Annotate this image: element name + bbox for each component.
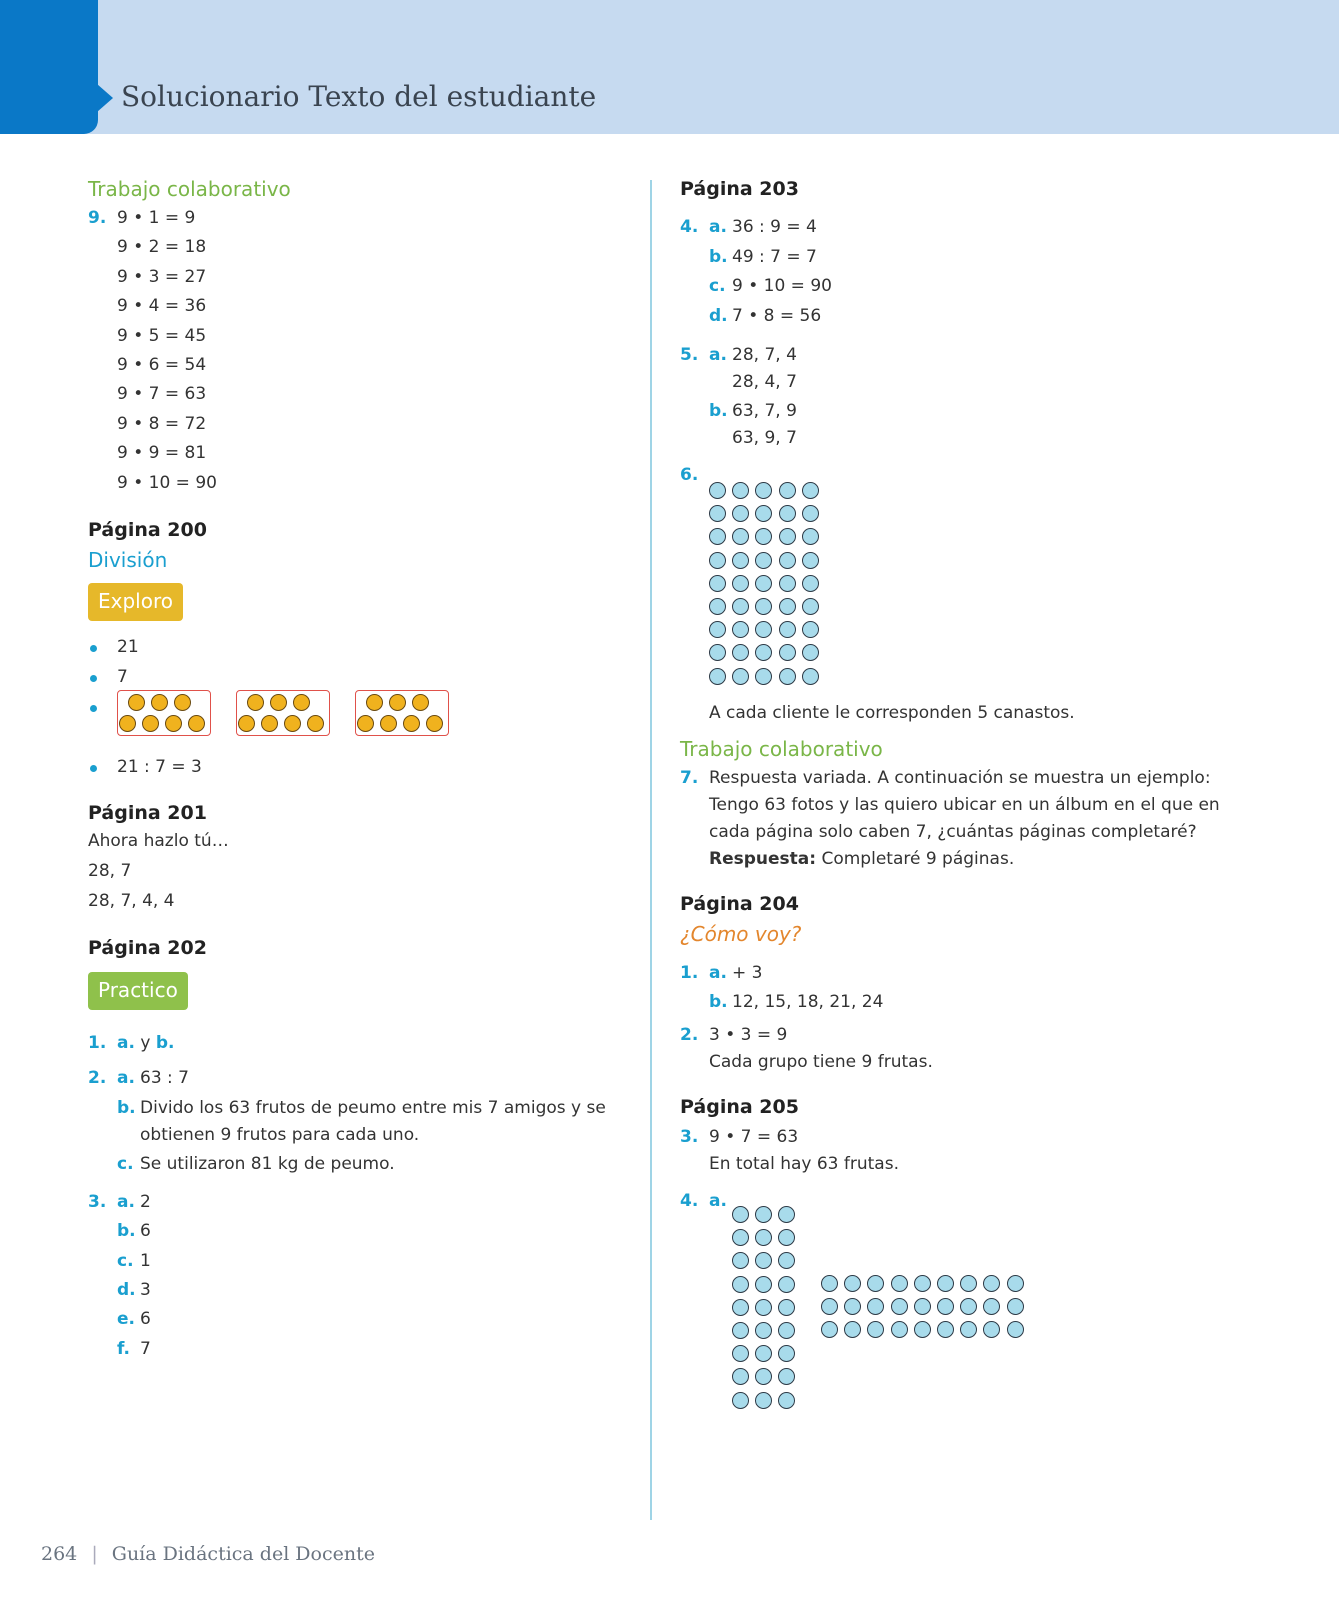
header-tab xyxy=(0,0,98,134)
circle-icon xyxy=(709,644,726,661)
circle-icon xyxy=(779,668,796,685)
answer-value: 6 xyxy=(140,1309,151,1330)
circle-icon xyxy=(709,598,726,615)
circle-icon xyxy=(1007,1275,1024,1292)
fruit-group xyxy=(355,690,449,736)
circle-icon xyxy=(802,505,819,522)
sub-label: b. xyxy=(709,992,728,1012)
answer-value: 9 • 10 = 90 xyxy=(732,276,832,296)
list-item: 21 : 7 = 3 xyxy=(117,757,202,777)
multiplication-line: 9 • 5 = 45 xyxy=(117,325,207,346)
sub-label: b. xyxy=(709,401,728,421)
page-heading: Página 204 xyxy=(680,893,799,915)
multiplication-line: 9 • 10 = 90 xyxy=(117,472,217,493)
sub-label: c. xyxy=(117,1250,134,1271)
circle-icon xyxy=(778,1276,795,1293)
circle-icon xyxy=(937,1275,954,1292)
sub-label: d. xyxy=(709,305,728,326)
circle-icon xyxy=(1007,1298,1024,1315)
circle-icon xyxy=(732,482,749,499)
sub-label: a. xyxy=(117,1192,135,1212)
circle-icon xyxy=(983,1298,1000,1315)
circle-icon xyxy=(960,1298,977,1315)
page-number: 264 xyxy=(41,1543,78,1565)
sub-label: a. xyxy=(709,217,727,237)
fruit-icon xyxy=(412,694,429,711)
sub-label: c. xyxy=(709,276,726,296)
circle-icon xyxy=(732,575,749,592)
circle-icon xyxy=(914,1321,931,1338)
circle-icon xyxy=(802,528,819,545)
circle-icon xyxy=(867,1321,884,1338)
circle-icon xyxy=(755,644,772,661)
item-number: 9. xyxy=(88,208,107,228)
item-number: 5. xyxy=(680,345,699,365)
fruit-icon xyxy=(238,715,255,732)
item-number: 4. xyxy=(680,1191,699,1211)
item-number: 7. xyxy=(680,768,699,788)
answer-value: 7 • 8 = 56 xyxy=(732,305,822,326)
sub-label: f. xyxy=(117,1338,130,1359)
circle-icon xyxy=(732,621,749,638)
answer-line: Divido los 63 frutos de peumo entre mis 7 amigos y se xyxy=(140,1098,606,1118)
answer-line: 28, 4, 7 xyxy=(732,372,797,392)
circle-icon xyxy=(867,1275,884,1292)
circle-icon xyxy=(983,1275,1000,1292)
circle-icon xyxy=(755,1345,772,1362)
circle-icon xyxy=(732,1206,749,1223)
circle-icon xyxy=(732,1392,749,1409)
circle-icon xyxy=(755,1252,772,1269)
circle-icon xyxy=(779,505,796,522)
fruit-icon xyxy=(389,694,406,711)
answer-value: 36 : 9 = 4 xyxy=(732,217,817,237)
fruit-icon xyxy=(270,694,287,711)
fruit-icon xyxy=(174,694,191,711)
sub-label: b. xyxy=(709,246,728,267)
circle-icon xyxy=(732,528,749,545)
answer-line: obtienen 9 frutos para cada uno. xyxy=(140,1125,420,1145)
circle-icon xyxy=(779,644,796,661)
circle-icon xyxy=(802,668,819,685)
section-subtitle: ¿Cómo voy? xyxy=(680,922,802,946)
circle-icon xyxy=(755,621,772,638)
practico-badge: Practico xyxy=(88,972,188,1010)
fruit-icon xyxy=(165,715,182,732)
circle-icon xyxy=(755,528,772,545)
fruit-group xyxy=(236,690,330,736)
circle-icon xyxy=(891,1298,908,1315)
fruit-icon xyxy=(426,715,443,732)
section-subtitle: División xyxy=(88,548,168,572)
answer-line: 63, 9, 7 xyxy=(732,428,797,448)
item-number: 4. xyxy=(680,217,699,237)
fruit-icon xyxy=(247,694,264,711)
circle-icon xyxy=(937,1321,954,1338)
text-line: 28, 7, 4, 4 xyxy=(88,891,175,911)
circle-icon xyxy=(778,1229,795,1246)
circle-icon xyxy=(755,1392,772,1409)
answer-line: + 3 xyxy=(732,963,763,983)
answer-line: Respuesta variada. A continuación se muestra un ejemplo: xyxy=(709,768,1211,788)
page-heading: Página 205 xyxy=(680,1096,799,1118)
circle-icon xyxy=(709,505,726,522)
bullet-icon xyxy=(90,675,97,682)
sub-label: a. xyxy=(709,963,727,983)
bullet-icon xyxy=(90,765,97,772)
circle-icon xyxy=(891,1275,908,1292)
answer-value: 7 xyxy=(140,1338,151,1359)
circle-icon xyxy=(732,505,749,522)
sub-label: c. xyxy=(117,1154,134,1174)
answer-value: 6 xyxy=(140,1221,151,1242)
circle-icon xyxy=(778,1206,795,1223)
sub-label: e. xyxy=(117,1309,135,1330)
item-number: 3. xyxy=(680,1127,699,1147)
fruit-icon xyxy=(119,715,136,732)
item-number: 1. xyxy=(680,963,699,983)
item-number: 2. xyxy=(680,1025,699,1045)
bullet-icon xyxy=(90,645,97,652)
fruit-icon xyxy=(151,694,168,711)
fruit-icon xyxy=(307,715,324,732)
circle-icon xyxy=(732,1322,749,1339)
circle-icon xyxy=(732,668,749,685)
circle-icon xyxy=(732,598,749,615)
footer-text: Guía Didáctica del Docente xyxy=(111,1543,375,1565)
circle-icon xyxy=(755,1229,772,1246)
fruit-icon xyxy=(357,715,374,732)
answer-line: Se utilizaron 81 kg de peumo. xyxy=(140,1154,395,1174)
answer-value: 3 xyxy=(140,1279,151,1300)
circle-icon xyxy=(755,668,772,685)
circle-icon xyxy=(732,1276,749,1293)
circle-icon xyxy=(821,1275,838,1292)
answer-line: 9 • 7 = 63 xyxy=(709,1127,799,1147)
answer-line: 12, 15, 18, 21, 24 xyxy=(732,992,884,1012)
circle-icon xyxy=(802,621,819,638)
circle-icon xyxy=(914,1298,931,1315)
sub-label: b. xyxy=(117,1221,136,1242)
item-number: 6. xyxy=(680,465,699,485)
circle-icon xyxy=(732,1299,749,1316)
circle-icon xyxy=(937,1298,954,1315)
circle-icon xyxy=(779,575,796,592)
page-heading: Página 203 xyxy=(680,178,799,200)
footer xyxy=(41,1543,375,1565)
circle-icon xyxy=(779,528,796,545)
list-item: 7 xyxy=(117,667,128,687)
circle-icon xyxy=(802,644,819,661)
circle-icon xyxy=(709,668,726,685)
circle-icon xyxy=(844,1321,861,1338)
circle-icon xyxy=(732,1368,749,1385)
circle-icon xyxy=(709,482,726,499)
multiplication-line: 9 • 2 = 18 xyxy=(117,237,207,258)
circle-icon xyxy=(732,644,749,661)
footer-separator: | xyxy=(91,1543,98,1565)
sub-label: d. xyxy=(117,1279,136,1300)
circle-icon xyxy=(732,1229,749,1246)
exploro-badge: Exploro xyxy=(88,583,183,621)
sub-label: a. xyxy=(709,345,727,365)
circle-icon xyxy=(821,1321,838,1338)
circle-icon xyxy=(732,1252,749,1269)
item-number: 2. xyxy=(88,1068,107,1088)
answer-line: a. y b. xyxy=(117,1033,175,1053)
header-arrow-icon xyxy=(97,84,113,112)
circle-icon xyxy=(755,1322,772,1339)
fruit-icon xyxy=(293,694,310,711)
multiplication-line: 9 • 4 = 36 xyxy=(117,296,207,317)
section-title-trabajo: Trabajo colaborativo xyxy=(680,737,883,761)
circle-icon xyxy=(914,1275,931,1292)
multiplication-line: 9 • 9 = 81 xyxy=(117,443,207,464)
page-heading: Página 200 xyxy=(88,519,207,541)
circle-icon xyxy=(755,1368,772,1385)
fruit-icon xyxy=(366,694,383,711)
fruit-icon xyxy=(380,715,397,732)
answer-value: 1 xyxy=(140,1250,151,1271)
answer-line: 63, 7, 9 xyxy=(732,401,797,421)
circle-icon xyxy=(821,1298,838,1315)
circle-icon xyxy=(844,1275,861,1292)
circle-icon xyxy=(778,1368,795,1385)
circle-icon xyxy=(802,598,819,615)
fruit-icon xyxy=(142,715,159,732)
item-number: 1. xyxy=(88,1033,107,1053)
sub-label: b. xyxy=(117,1098,136,1118)
answer-line: 63 : 7 xyxy=(140,1068,189,1088)
fruit-group xyxy=(117,690,211,736)
fruit-icon xyxy=(188,715,205,732)
circle-icon xyxy=(778,1252,795,1269)
fruit-icon xyxy=(284,715,301,732)
answer-line: A cada cliente le corresponden 5 canastos. xyxy=(709,703,1075,723)
circle-icon xyxy=(709,528,726,545)
circle-icon xyxy=(709,552,726,569)
sub-label: a. xyxy=(709,1191,727,1211)
column-divider xyxy=(650,180,652,1520)
circle-icon xyxy=(891,1321,908,1338)
circle-icon xyxy=(755,1206,772,1223)
answer-line: En total hay 63 frutas. xyxy=(709,1154,899,1174)
answer-line: 28, 7, 4 xyxy=(732,345,797,365)
circle-icon xyxy=(755,482,772,499)
circle-icon xyxy=(1007,1321,1024,1338)
circle-icon xyxy=(802,482,819,499)
page-heading: Página 202 xyxy=(88,937,207,959)
header-band xyxy=(0,0,1339,134)
circle-icon xyxy=(709,575,726,592)
circle-icon xyxy=(755,575,772,592)
multiplication-line: 9 • 7 = 63 xyxy=(117,384,207,405)
circle-icon xyxy=(779,482,796,499)
answer-line: Tengo 63 fotos y las quiero ubicar en un álbum en el que en xyxy=(709,795,1220,815)
circle-icon xyxy=(802,575,819,592)
circle-icon xyxy=(844,1298,861,1315)
answer-value: 49 : 7 = 7 xyxy=(732,246,817,267)
answer-line: cada página solo caben 7, ¿cuántas páginas completaré? xyxy=(709,822,1197,842)
circle-icon xyxy=(778,1392,795,1409)
sub-label: a. xyxy=(117,1068,135,1088)
multiplication-line: 9 • 6 = 54 xyxy=(117,355,207,375)
circle-icon xyxy=(778,1322,795,1339)
circle-icon xyxy=(778,1299,795,1316)
item-number: 3. xyxy=(88,1192,107,1212)
fruit-icon xyxy=(403,715,420,732)
circle-icon xyxy=(755,1276,772,1293)
page-title: Solucionario Texto del estudiante xyxy=(121,80,597,113)
multiplication-line: 9 • 1 = 9 xyxy=(117,208,196,228)
circle-icon xyxy=(755,598,772,615)
circle-icon xyxy=(732,552,749,569)
section-title-trabajo: Trabajo colaborativo xyxy=(88,177,291,201)
list-item: 21 xyxy=(117,637,139,657)
answer-line: Cada grupo tiene 9 frutas. xyxy=(709,1052,933,1072)
text-line: 28, 7 xyxy=(88,861,132,881)
multiplication-line: 9 • 3 = 27 xyxy=(117,266,207,287)
circle-icon xyxy=(755,1299,772,1316)
circle-icon xyxy=(755,552,772,569)
circle-icon xyxy=(779,598,796,615)
answer-value: 2 xyxy=(140,1192,151,1212)
circle-icon xyxy=(755,505,772,522)
circle-icon xyxy=(983,1321,1000,1338)
page-heading: Página 201 xyxy=(88,802,207,824)
circle-icon xyxy=(779,621,796,638)
fruit-icon xyxy=(128,694,145,711)
circle-icon xyxy=(867,1298,884,1315)
multiplication-line: 9 • 8 = 72 xyxy=(117,413,207,434)
circle-icon xyxy=(960,1321,977,1338)
circle-icon xyxy=(709,621,726,638)
text-line: Ahora hazlo tú… xyxy=(88,831,229,851)
circle-icon xyxy=(802,552,819,569)
circle-icon xyxy=(778,1345,795,1362)
circle-icon xyxy=(960,1275,977,1292)
circle-icon xyxy=(732,1345,749,1362)
answer-line: 3 • 3 = 9 xyxy=(709,1025,788,1045)
fruit-icon xyxy=(261,715,278,732)
circle-icon xyxy=(779,552,796,569)
bullet-icon xyxy=(90,705,97,712)
answer-line: Respuesta: Completaré 9 páginas. xyxy=(709,849,1015,869)
